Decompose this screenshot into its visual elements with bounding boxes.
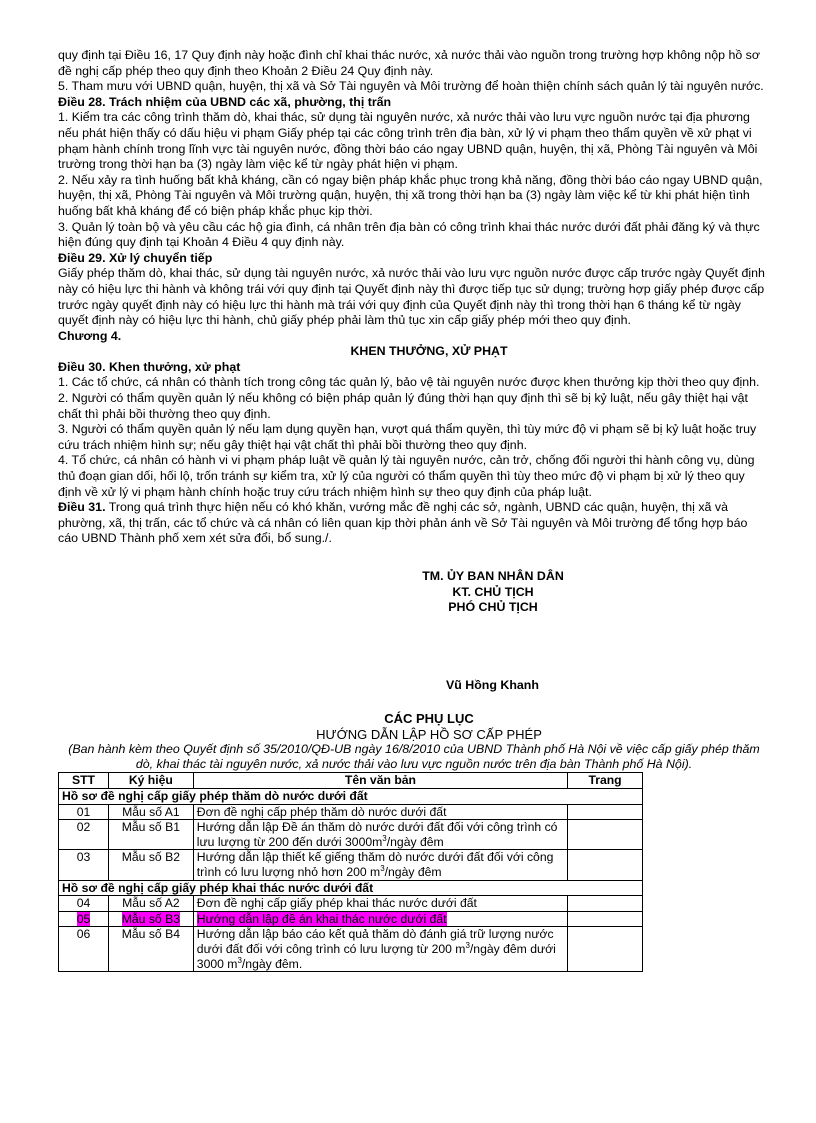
paragraph: 4. Tổ chức, cá nhân có hành vi vi phạm pháp luật về quản lý tài nguyên nước, cản trở, chống đối người thi hành công vụ, dùng thủ đoạn gian dối, hối lộ, trốn tránh sự kiểm tra, xử lý của người có thẩm quyền thì tùy theo mức độ vi phạm bị xử lý theo quy định về xử lý vi phạm hành chính hoặc truy cứu trách nhiệm hình sự theo quy định của pháp luật.: [58, 453, 755, 499]
table-row: [59, 927, 643, 972]
cell-stt: 02: [59, 820, 109, 850]
cell-ten: Đơn đề nghị cấp giấy phép khai thác nước dưới đất: [193, 896, 567, 912]
superscript: 3: [382, 833, 387, 843]
signature-block: [368, 569, 618, 616]
cell-kyhieu: Mẫu số B2: [108, 850, 193, 880]
cell-stt: 01: [59, 804, 109, 820]
signature-line: KT. CHỦ TỊCH: [452, 584, 534, 599]
cell-text: Hướng dẫn lập thiết kế giếng thăm dò nước dưới đất đối với công trình có lưu lượng nhỏ hơn 200 m: [196, 850, 554, 879]
paragraph: 1. Các tổ chức, cá nhân có thành tích trong công tác quản lý, bảo vệ tài nguyên nước được khen thưởng kịp thời theo quy định.: [58, 375, 760, 390]
cell-ten: [193, 927, 567, 972]
cell-text: Hướng dẫn lập báo cáo kết quả thăm dò đánh giá trữ lượng nước dưới đất đối với công trình có lưu lượng từ 200 m: [196, 927, 554, 956]
table-header-row: [59, 773, 643, 789]
chapter-label: Chương 4.: [58, 328, 122, 343]
cell-trang: [568, 850, 643, 880]
appendix-table: [58, 772, 643, 972]
article-31-body: Trong quá trình thực hiện nếu có khó khăn, vướng mắc đề nghị các sở, ngành, UBND các quận, huyện, thị xã và phường, xã, thị trấn, các tổ chức và cá nhân có liên quan kịp thời phản ánh về Sở Tài nguyên và Môi trường để tổng hợp báo cáo UBND Thành phố xem xét sửa đổi, bổ sung./.: [58, 500, 748, 546]
article-28-title: Điều 28. Trách nhiệm của UBND các xã, phường, thị trấn: [58, 94, 392, 109]
superscript: 3: [465, 940, 470, 950]
table-row: [59, 896, 643, 912]
paragraph: 5. Tham mưu với UBND quận, huyện, thị xã và Sở Tài nguyên và Môi trường để hoàn thiện chính sách quản lý tài nguyên nước.: [58, 79, 764, 94]
cell-text: /ngày đêm dưới 3000 m: [196, 941, 556, 971]
document-page: [58, 48, 770, 972]
superscript: 3: [237, 955, 242, 965]
cell-kyhieu: Mẫu số A1: [108, 804, 193, 820]
paragraph: Giấy phép thăm dò, khai thác, sử dụng tài nguyên nước, xả nước thải vào lưu vực nguồn nước được cấp trước ngày Quyết định này có hiệu lực thi hành và không trái với quy định tại Quyết định này thì được tiếp tục sử dụng; trường hợp giấy phép được cấp trước ngày quyết định này có hiệu lực thi hành mà trái với quy định của Quyết định này thì trong thời hạn 6 tháng kể từ ngày quyết định này có hiệu lực thi hành, chủ giấy phép phải làm thủ tục xin cấp giấy phép mới theo quy định.: [58, 266, 765, 328]
cell-text: Hướng dẫn lập Đề án thăm dò nước dưới đất đối với công trình có lưu lượng từ 200 đến dưới 3000m: [196, 820, 558, 849]
cell-stt: [59, 911, 109, 927]
article-29-title: Điều 29. Xử lý chuyển tiếp: [58, 250, 213, 265]
cell-kyhieu: Mẫu số A2: [108, 896, 193, 912]
chapter-title: KHEN THƯỞNG, XỬ PHẠT: [350, 344, 508, 359]
header-stt: STT: [59, 773, 109, 789]
paragraph: 2. Người có thẩm quyền quản lý nếu không có biện pháp quản lý đúng thời hạn quy định thì sẽ bị kỷ luật, nếu gây thiệt hại vật chất thì phải bồi thường theo quy định.: [58, 391, 748, 421]
cell-trang: [568, 804, 643, 820]
table-row-highlighted: [59, 911, 643, 927]
cell-text: /ngày đêm: [386, 834, 444, 849]
highlighted-text: 05: [76, 911, 91, 926]
cell-kyhieu: Mẫu số B1: [108, 820, 193, 850]
cell-stt: 06: [59, 927, 109, 972]
paragraph: 3. Quản lý toàn bộ và yêu cầu các hộ gia đình, cá nhân trên địa bàn có công trình khai thác nước dưới đất phải đăng ký và thực hiện đúng quy định tại Khoản 4 Điều 4 quy định này.: [58, 219, 760, 250]
cell-trang: [568, 911, 643, 927]
table-row: [59, 850, 643, 880]
cell-trang: [568, 896, 643, 912]
cell-stt: 03: [59, 850, 109, 880]
article-30-title: Điều 30. Khen thưởng, xử phạt: [58, 359, 241, 374]
paragraph: 1. Kiểm tra các công trình thăm dò, khai thác, sử dụng tài nguyên nước, xả nước thải vào lưu vực nguồn nước tại địa phương nếu phát hiện thấy có dấu hiệu vi phạm Giấy phép tại các công trình trên địa bàn, xử lý vi phạm theo thẩm quyền về xử phạt vi phạm hành chính trong lĩnh vực tài nguyên nước, đồng thời báo cáo ngay UBND quận, huyện, thị xã, Phòng Tài nguyên và Môi trường trong thời hạn ba (3) ngày làm việc kể từ ngày phát hiện vi phạm.: [58, 110, 758, 172]
superscript: 3: [380, 863, 385, 873]
header-ten: Tên văn bản: [193, 773, 567, 789]
appendix-subtitle: HƯỚNG DẪN LẬP HỒ SƠ CẤP PHÉP: [316, 727, 542, 743]
cell-trang: [568, 820, 643, 850]
cell-trang: [568, 927, 643, 972]
group-title: Hồ sơ đề nghị cấp giấy phép thăm dò nước dưới đất: [59, 788, 643, 804]
signature-line: PHÓ CHỦ TỊCH: [448, 600, 538, 615]
cell-text: /ngày đêm: [384, 864, 442, 879]
signature-line: TM. ỦY BAN NHÂN DÂN: [422, 569, 564, 583]
signer-name: Vũ Hồng Khanh: [446, 677, 539, 692]
article-31-label: Điều 31.: [58, 500, 106, 515]
header-trang: Trang: [568, 773, 643, 789]
cell-ten: [193, 820, 567, 850]
paragraph: 3. Người có thẩm quyền quản lý nếu lạm dụng quyền hạn, vượt quá thẩm quyền, thì tùy mức độ vi phạm sẽ bị kỷ luật hoặc truy cứu trách nhiệm hình sự; nếu gây thiệt hại vật chất thì phải bồi thường theo quy định.: [58, 422, 757, 452]
highlighted-text: Hướng dẫn lập đề án khai thác nước dưới đất: [196, 911, 447, 926]
table-group-row: [59, 788, 643, 804]
table-group-row: [59, 880, 643, 896]
cell-kyhieu: [108, 911, 193, 927]
cell-ten: [193, 911, 567, 927]
header-kyhieu: Ký hiệu: [108, 773, 193, 789]
cell-stt: 04: [59, 896, 109, 912]
group-title: Hồ sơ đề nghị cấp giấy phép khai thác nước dưới đất: [59, 880, 643, 896]
article-31: [58, 500, 770, 547]
table-row: [59, 820, 643, 850]
table-row: [59, 804, 643, 820]
cell-text: /ngày đêm.: [241, 956, 303, 971]
appendix-title: CÁC PHỤ LỤC: [384, 711, 474, 727]
paragraph: 2. Nếu xảy ra tình huống bất khả kháng, cần có ngay biện pháp khắc phục trong khả năng, đồng thời báo cáo ngay UBND quận, huyện, thị xã, Phòng Tài nguyên và Môi trường quận, huyện, thị xã trong thời hạn ba (3) ngày làm việc kể từ khi phát hiện tình huống bất khả kháng để có biện pháp khắc phục kịp thời.: [58, 172, 763, 218]
paragraph: quy định tại Điều 16, 17 Quy định này hoặc đình chỉ khai thác nước, xả nước thải vào nguồn trong trường hợp không nộp hồ sơ đề nghị cấp phép theo quy định theo Khoản 2 Điều 24 Quy định này.: [58, 48, 760, 78]
appendix-note: (Ban hành kèm theo Quyết định số 35/2010/QĐ-UB ngày 16/8/2010 của UBND Thành phố Hà Nội về việc cấp giấy phép thăm dò, khai thác tài nguyên nước, xả nước thải vào lưu vực nguồn nước trên địa bàn Thành phố Hà Nội).: [68, 742, 760, 772]
cell-ten: [193, 850, 567, 880]
cell-ten: Đơn đề nghị cấp phép thăm dò nước dưới đất: [193, 804, 567, 820]
highlighted-text: Mẫu số B3: [121, 911, 180, 926]
cell-kyhieu: Mẫu số B4: [108, 927, 193, 972]
